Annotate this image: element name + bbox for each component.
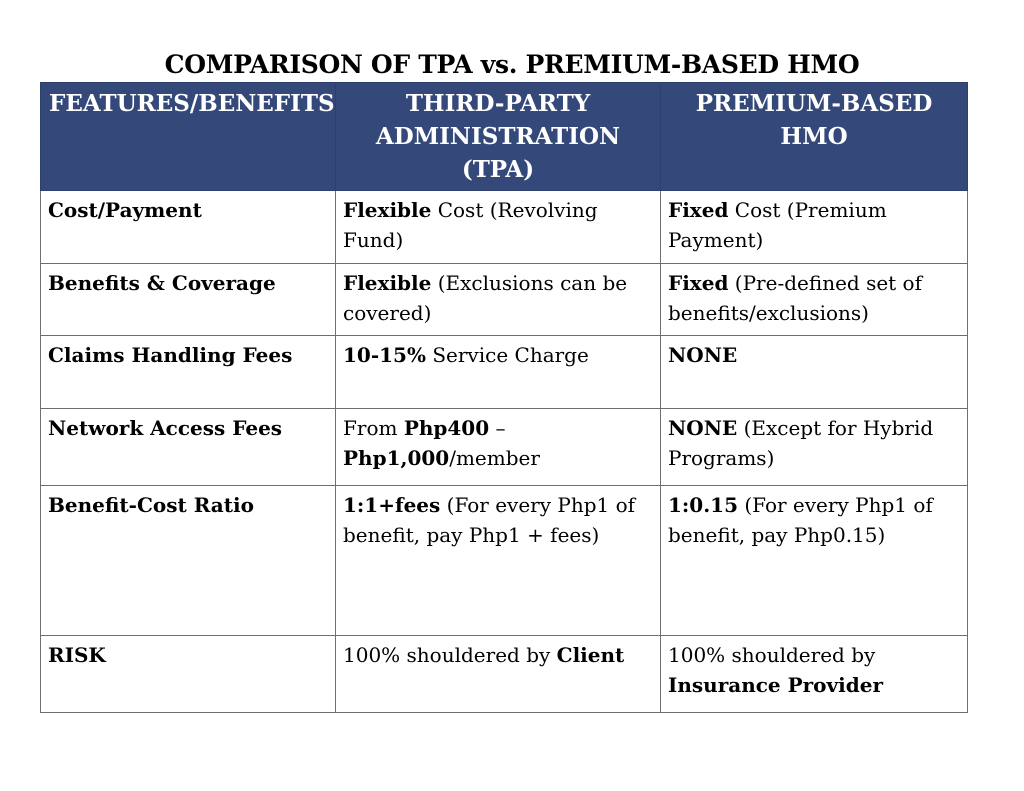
tpa-cell (336, 191, 661, 264)
comparison-table (40, 82, 968, 713)
hmo-cell (661, 264, 968, 336)
hmo-emphasis: Fixed (668, 271, 729, 295)
tpa-text: Cost (Revolving Fund) (343, 198, 598, 252)
hmo-text: 100% shouldered by (668, 643, 876, 667)
hmo-text: (Pre-defined set of benefits/exclusions) (668, 271, 923, 325)
hmo-cell (661, 336, 968, 409)
tpa-text: (Exclusions can be covered) (343, 271, 628, 325)
hmo-cell (661, 486, 968, 636)
tpa-emphasis: 1:1+fees (343, 493, 441, 517)
table-row-cost-payment (41, 191, 968, 264)
header-features (41, 83, 336, 191)
feature-cell: Network Access Fees (41, 409, 336, 486)
header-features-label: FEATURES/BENEFITS (49, 90, 335, 117)
tpa-text: Service Charge (425, 343, 589, 367)
feature-cell: Benefit-Cost Ratio (41, 486, 336, 636)
tpa-text-suffix: /member (449, 446, 540, 470)
tpa-emphasis-min: Php400 (403, 416, 490, 440)
hmo-emphasis: NONE (668, 343, 738, 367)
table-header-row (41, 83, 968, 191)
tpa-emphasis-max: Php1,000 (343, 446, 450, 470)
hmo-text: (For every Php1 of benefit, pay Php0.15) (668, 493, 933, 547)
tpa-cell (336, 336, 661, 409)
table-row-risk (41, 636, 968, 713)
tpa-cell (336, 636, 661, 713)
hmo-cell (661, 409, 968, 486)
tpa-cell (336, 486, 661, 636)
header-hmo-line1: PREMIUM-BASED (695, 90, 933, 117)
tpa-text: (For every Php1 of benefit, pay Php1 + fees) (343, 493, 636, 547)
header-tpa-line3: (TPA) (461, 156, 535, 183)
hmo-emphasis: NONE (668, 416, 738, 440)
table-row-benefits-coverage (41, 264, 968, 336)
tpa-cell (336, 409, 661, 486)
header-tpa-line1: THIRD-PARTY (405, 90, 591, 117)
tpa-text-prefix: From (343, 416, 404, 440)
tpa-emphasis: Flexible (343, 198, 432, 222)
feature-cell: Benefits & Coverage (41, 264, 336, 336)
hmo-emphasis: Fixed (668, 198, 729, 222)
tpa-emphasis: Flexible (343, 271, 432, 295)
tpa-emphasis: 10-15% (343, 343, 426, 367)
page-title: COMPARISON OF TPA vs. PREMIUM-BASED HMO (164, 50, 860, 79)
table-row-claims-handling (41, 336, 968, 409)
header-hmo (661, 83, 968, 191)
hmo-emphasis: 1:0.15 (668, 493, 739, 517)
hmo-emphasis: Insurance Provider (668, 673, 883, 697)
feature-cell: Cost/Payment (41, 191, 336, 264)
tpa-cell (336, 264, 661, 336)
tpa-emphasis: Client (556, 643, 625, 667)
feature-cell: Claims Handling Fees (41, 336, 336, 409)
hmo-text: (Except for Hybrid Programs) (668, 416, 934, 470)
hmo-cell (661, 636, 968, 713)
hmo-text: Cost (Premium Payment) (668, 198, 887, 252)
tpa-text: 100% shouldered by (343, 643, 557, 667)
feature-cell: RISK (41, 636, 336, 713)
header-tpa-line2: ADMINISTRATION (375, 123, 621, 150)
table-row-network-access (41, 409, 968, 486)
header-hmo-line2: HMO (780, 123, 848, 150)
table-row-benefit-cost-ratio (41, 486, 968, 636)
tpa-text-dash: – (489, 416, 506, 440)
header-tpa (336, 83, 661, 191)
hmo-cell (661, 191, 968, 264)
